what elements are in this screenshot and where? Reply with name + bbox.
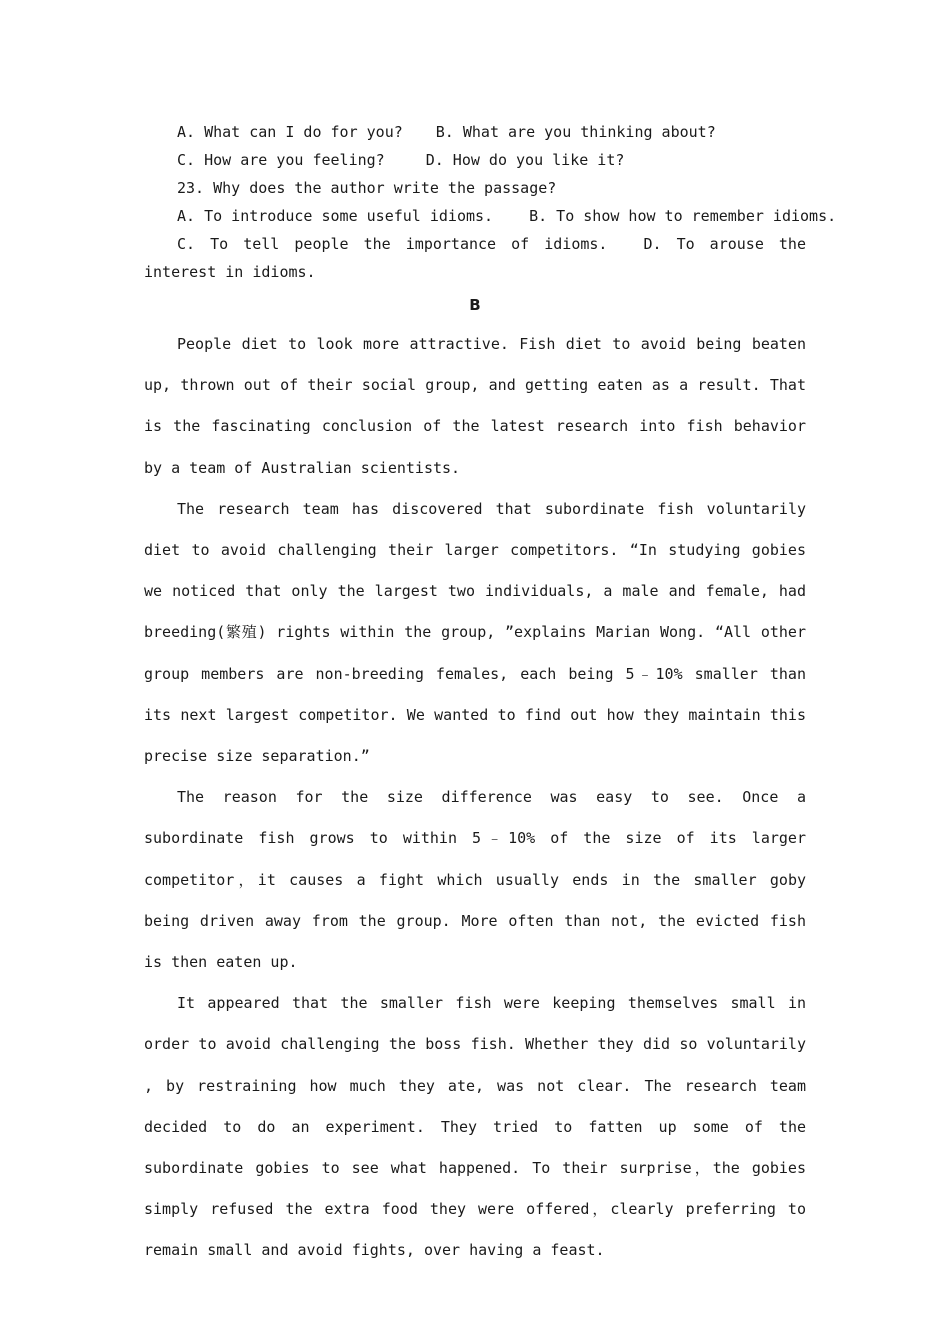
q22-option-b: B. What are you thinking about? [435, 123, 716, 141]
passage-paragraph-2: The research team has discovered that subordinate fish voluntarily diet to avoid challenging their larger competitors. “In studying gobies we noticed that only the largest two individuals, a male and female, had breeding(繁殖) rights within the group, ”explains Marian Wong. “All other group members are non-breeding females, each being 5﹣10% smaller than its next largest competitor. We wanted to find out how they maintain this precise size separation.” [144, 499, 806, 766]
q23-option-d: D. To arouse the interest in idioms. [144, 235, 806, 281]
passage-paragraph-3: The reason for the size difference was easy to see. Once a subordinate fish grows to within 5﹣10% of the size of its larger competitor，it causes a fight which usually ends in the smaller goby being driven away from the group. More often than not, the evicted fish is then eaten up. [144, 788, 806, 972]
q22-options-row-1 [144, 118, 806, 146]
q22-option-c: C. How are you feeling? [177, 151, 385, 169]
passage-paragraph-4: It appeared that the smaller fish were keeping themselves small in order to avoid challenging the boss fish. Whether they did so voluntarily , by restraining how much they ate, was not clear. The research team decided to do an experiment. They tried to fatten up some of the subordinate gobies to see what happened. To their surprise，the gobies simply refused the extra food they were offered，clearly preferring to remain small and avoid fights, over having a feast. [144, 994, 806, 1260]
section-heading: B [469, 296, 481, 314]
q22-options-row-2 [144, 146, 806, 174]
q23-stem: 23. Why does the author write the passage? [177, 179, 557, 197]
q23-option-a: A. To introduce some useful idioms. [177, 207, 494, 225]
q23-option-c: C. To tell people the importance of idioms. [177, 235, 608, 253]
document-page [144, 118, 837, 1272]
q23-options-row-2 [144, 230, 806, 286]
q23-options-row-1 [144, 202, 837, 230]
q22-option-a: A. What can I do for you? [177, 123, 403, 141]
passage-paragraph-1: People diet to look more attractive. Fish diet to avoid being beaten up, thrown out of their social group, and getting eaten as a result. That is the fascinating conclusion of the latest research into fish behavior by a team of Australian scientists. [144, 335, 806, 477]
q22-option-d: D. How do you like it? [425, 151, 625, 169]
q23-option-b: B. To show how to remember idioms. [529, 207, 837, 225]
